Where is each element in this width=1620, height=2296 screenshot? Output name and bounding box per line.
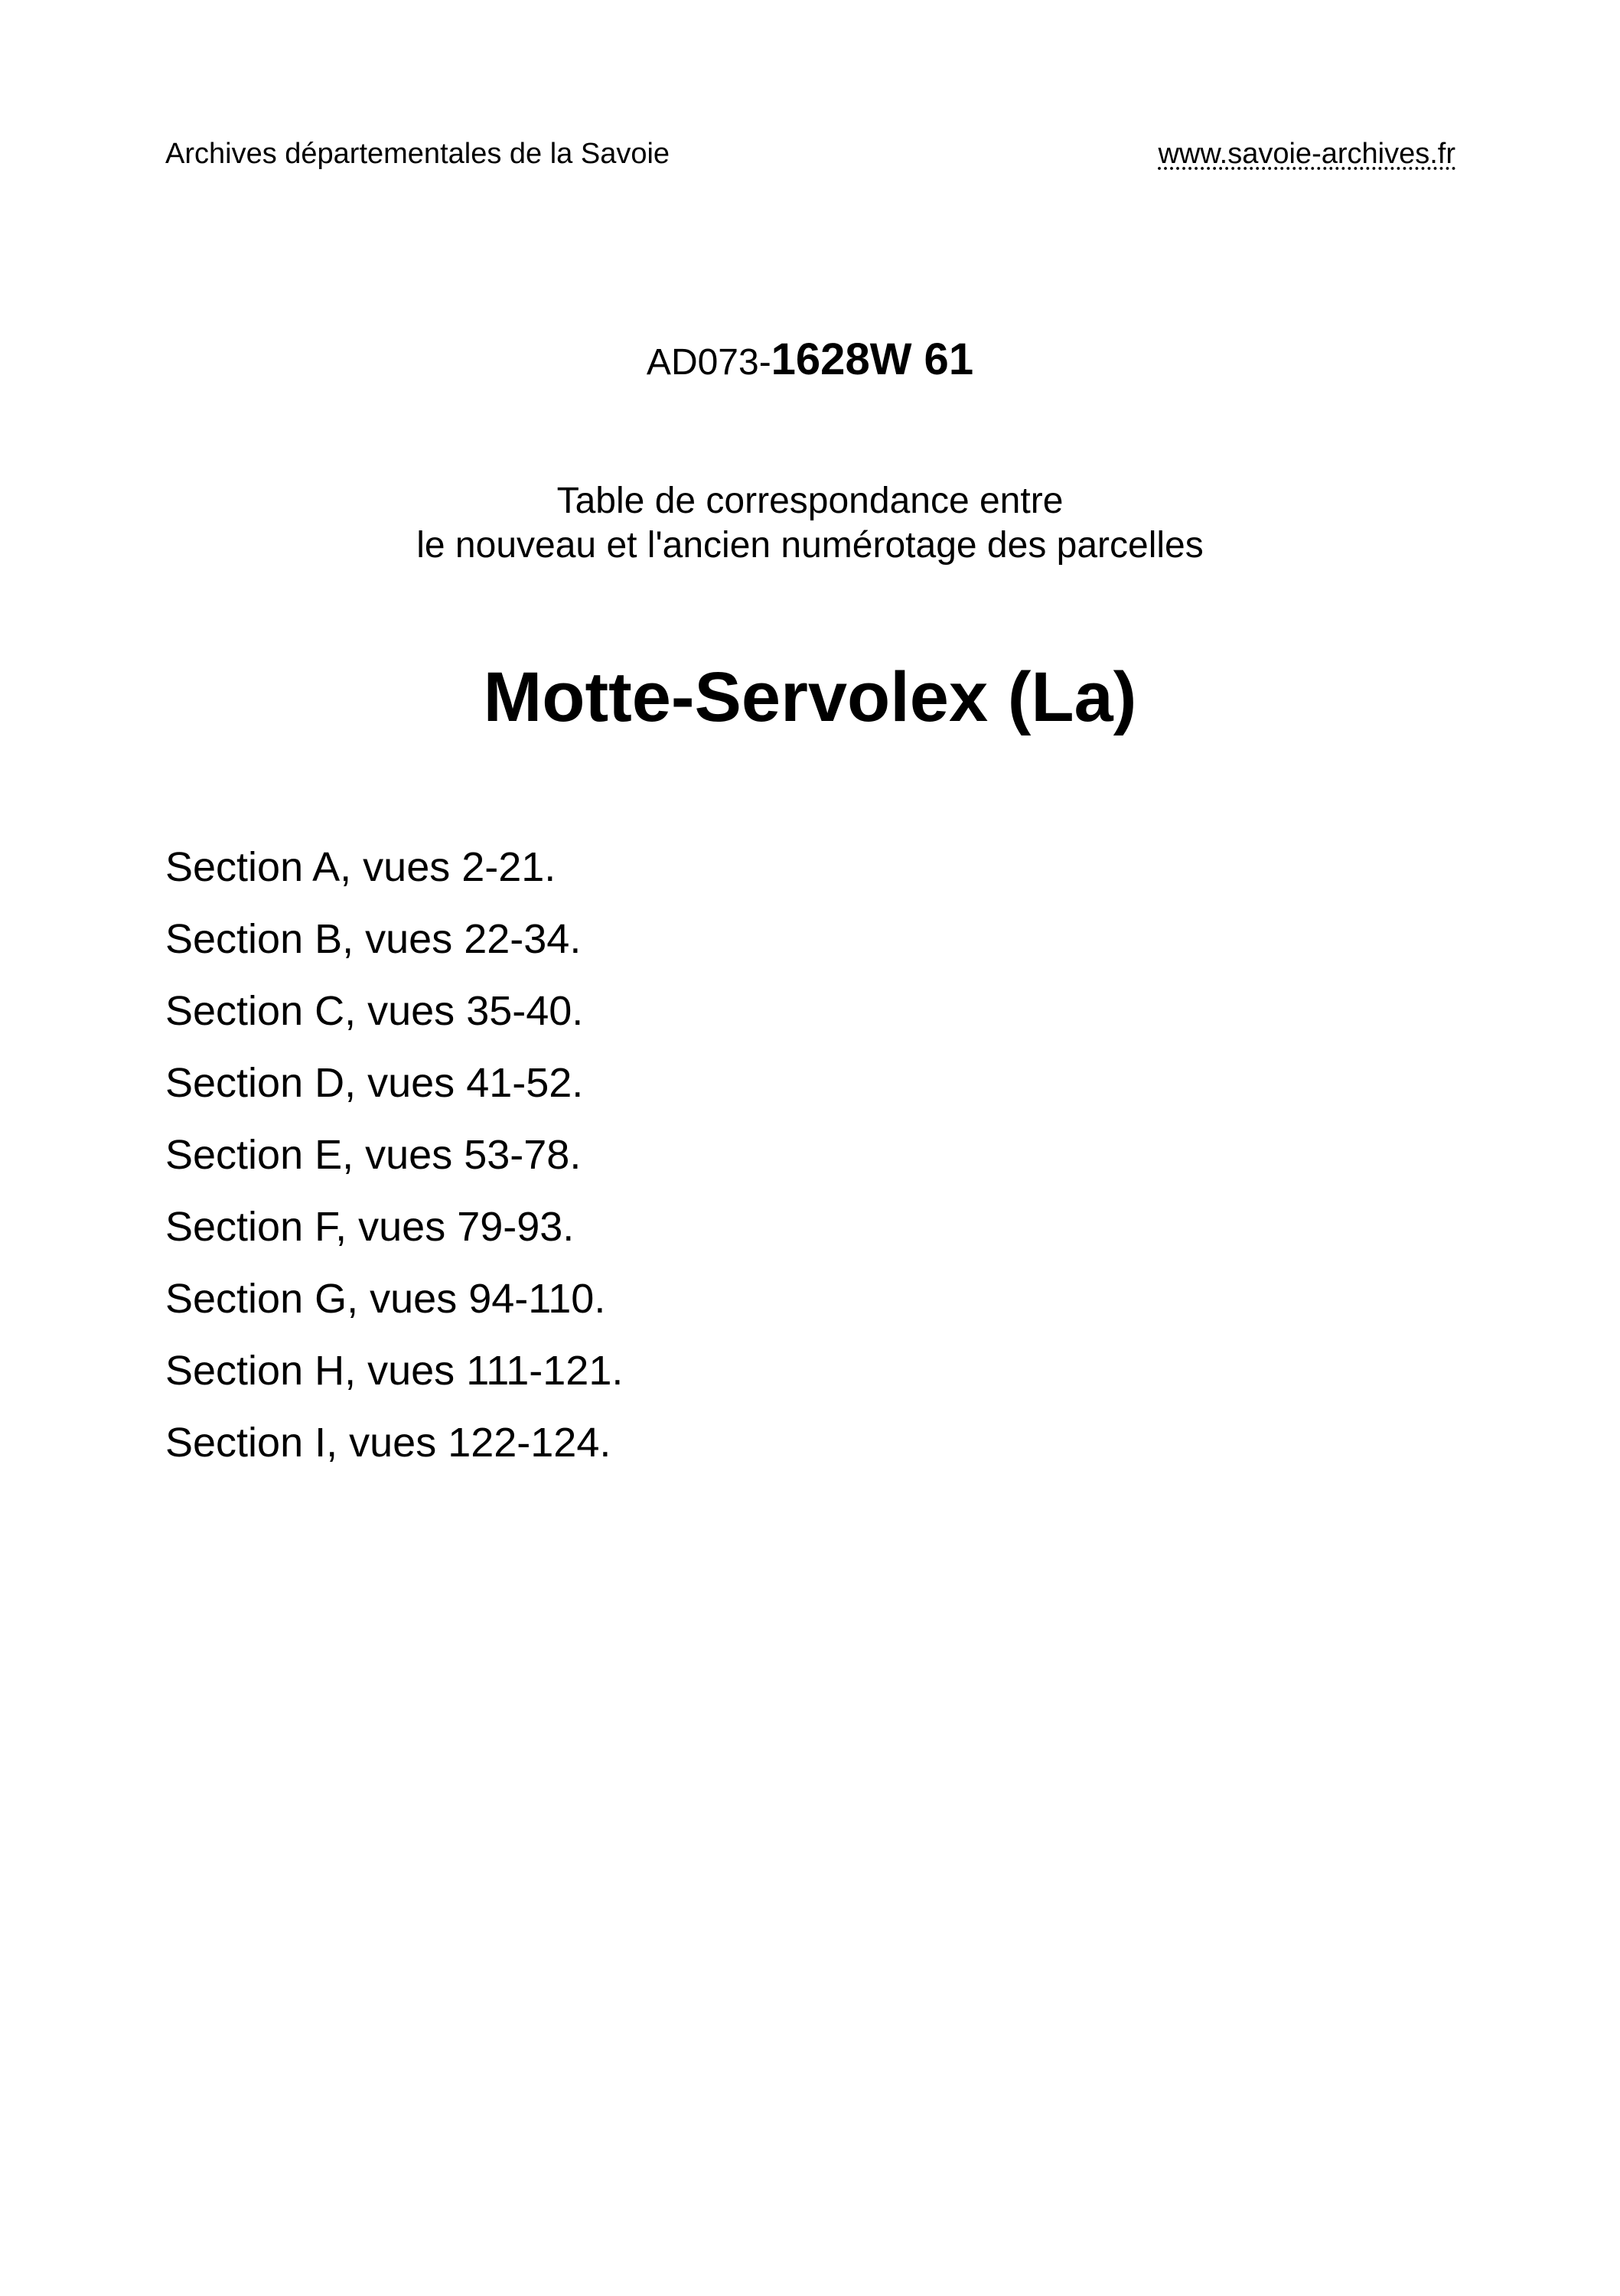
subtitle-line-1: Table de correspondance entre	[556, 481, 1064, 521]
reference-code	[0, 335, 1620, 387]
section-item-h: Section H, vues 111-121.	[165, 1348, 624, 1394]
reference-prefix: AD073-	[646, 342, 771, 383]
section-item-i: Section I, vues 122-124.	[165, 1420, 611, 1466]
header-website-link[interactable]: www.savoie-archives.fr	[1158, 138, 1455, 170]
section-item-f: Section F, vues 79-93.	[165, 1204, 575, 1250]
section-item-d: Section D, vues 41-52.	[165, 1060, 584, 1106]
reference-number: 1628W 61	[771, 334, 974, 384]
section-item-b: Section B, vues 22-34.	[165, 916, 582, 962]
header-institution: Archives départementales de la Savoie	[165, 138, 670, 170]
commune-title: Motte-Servolex (La)	[483, 658, 1137, 736]
document-subtitle	[0, 479, 1620, 568]
section-item-c: Section C, vues 35-40.	[165, 988, 584, 1034]
section-item-g: Section G, vues 94-110.	[165, 1276, 606, 1322]
section-item-a: Section A, vues 2-21.	[165, 844, 556, 890]
section-item-e: Section E, vues 53-78.	[165, 1132, 582, 1178]
section-list	[165, 831, 623, 1479]
subtitle-line-2: le nouveau et l'ancien numérotage des parcelles	[416, 525, 1204, 566]
